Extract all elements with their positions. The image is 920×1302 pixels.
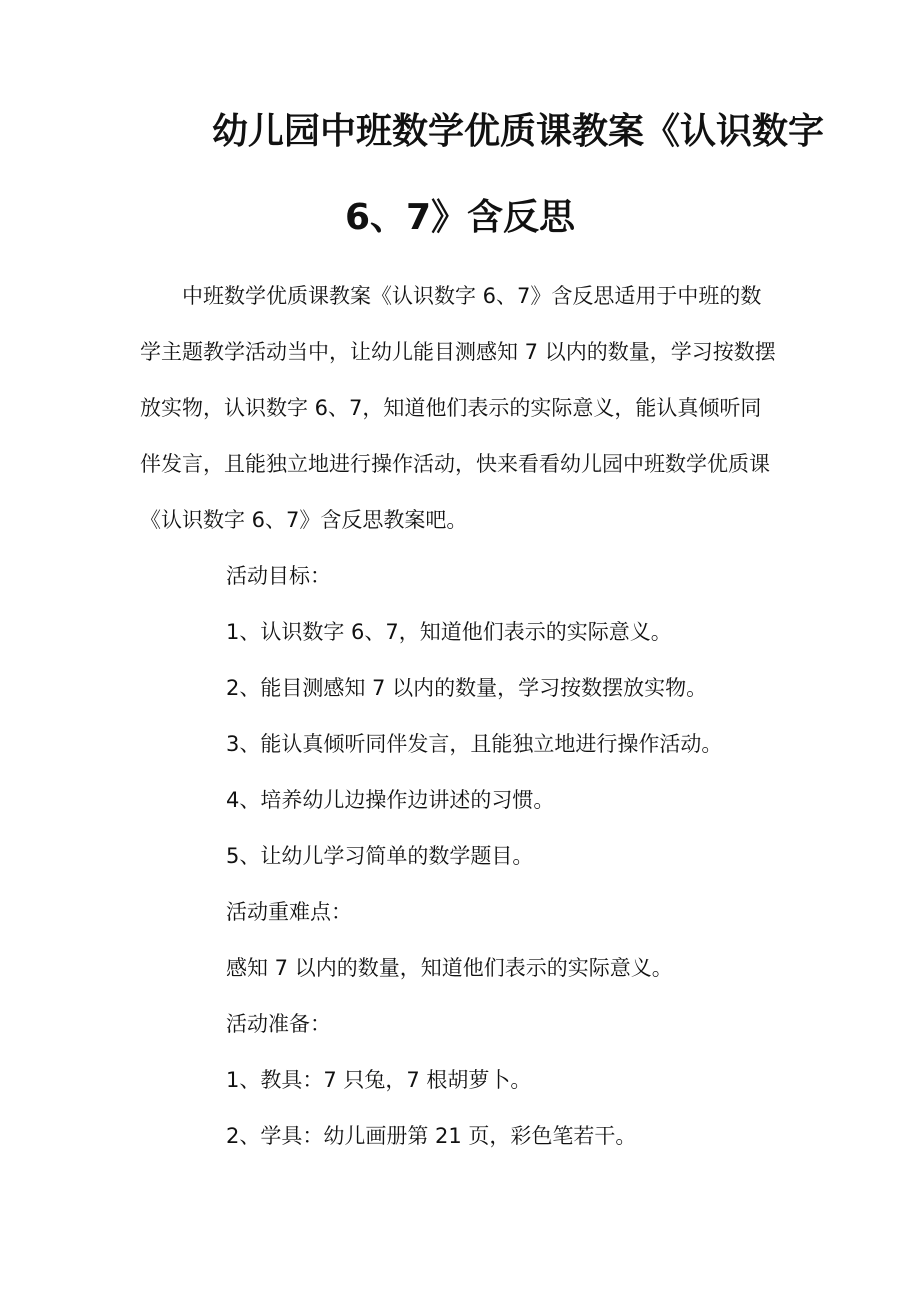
- lesson-body: [226, 556, 806, 1172]
- key-points-text: 感知 7 以内的数量，知道他们表示的实际意义。: [226, 956, 673, 980]
- intro-line: 《认识数字 6、7》含反思教案吧。: [140, 508, 468, 532]
- goal-item: 3、能认真倾听同伴发言，且能独立地进行操作活动。: [226, 732, 723, 756]
- intro-line: 学主题教学活动当中，让幼儿能目测感知 7 以内的数量，学习按数摆: [140, 340, 776, 364]
- intro-paragraph: [140, 276, 780, 556]
- prep-item: 1、教具：7 只兔，7 根胡萝卜。: [226, 1068, 532, 1092]
- goal-item: 4、培养幼儿边操作边讲述的习惯。: [226, 788, 555, 812]
- goal-item: 2、能目测感知 7 以内的数量，学习按数摆放实物。: [226, 676, 708, 700]
- document-title-line-2: 6、7》含反思: [344, 197, 576, 238]
- document-title-line-1: 幼儿园中班数学优质课教案《认识数字: [212, 111, 825, 152]
- prep-heading: 活动准备：: [226, 1012, 331, 1036]
- prep-item: 2、学具：幼儿画册第 21 页，彩色笔若干。: [226, 1124, 637, 1148]
- goal-item: 5、让幼儿学习简单的数学题目。: [226, 844, 534, 868]
- goal-item: 1、认识数字 6、7，知道他们表示的实际意义。: [226, 620, 672, 644]
- intro-line: 中班数学优质课教案《认识数字 6、7》含反思适用于中班的数: [182, 284, 762, 308]
- intro-line: 放实物，认识数字 6、7，知道他们表示的实际意义，能认真倾听同: [140, 396, 762, 420]
- goals-heading: 活动目标：: [226, 564, 331, 588]
- key-points-heading: 活动重难点：: [226, 900, 352, 924]
- intro-line: 伴发言，且能独立地进行操作活动，快来看看幼儿园中班数学优质课: [140, 452, 770, 476]
